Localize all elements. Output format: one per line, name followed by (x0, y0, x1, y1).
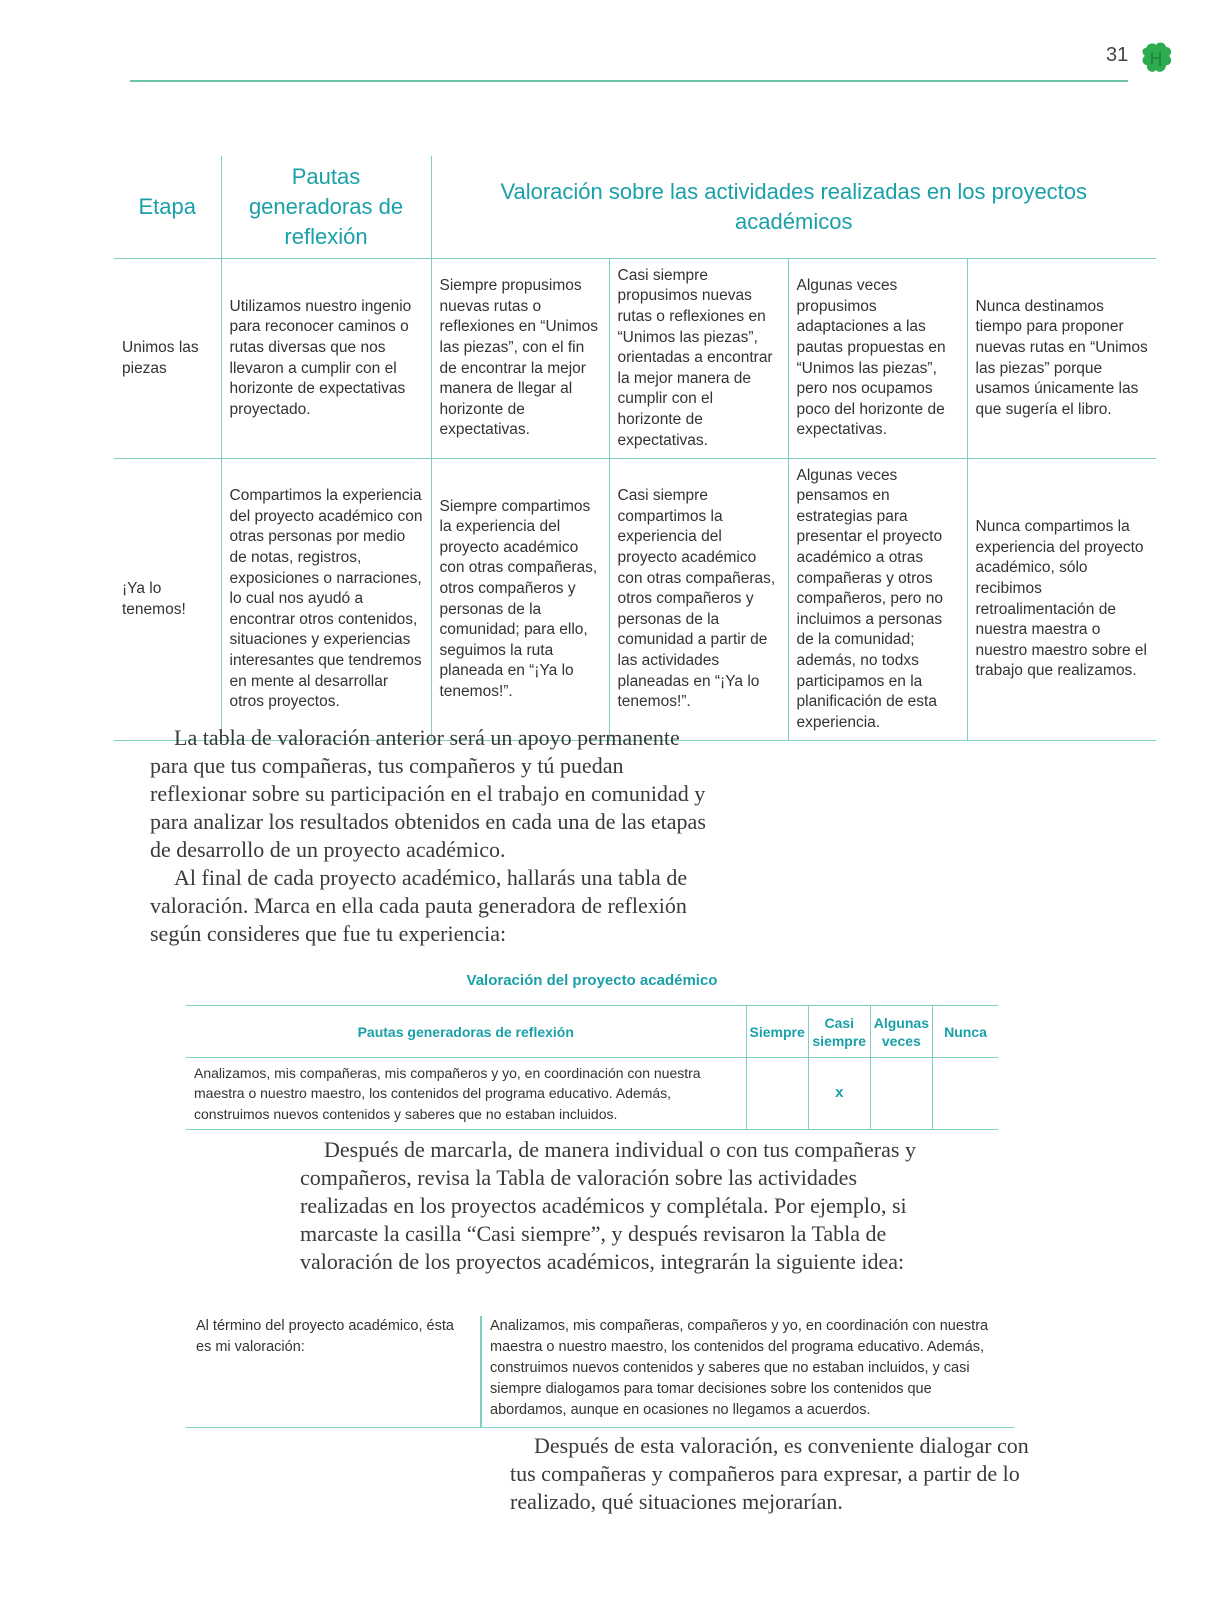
checkbox-nunca[interactable] (932, 1058, 998, 1130)
valoracion-proyecto-title: Valoración del proyecto académico (466, 972, 718, 989)
header-algunas-veces: Algunas veces (870, 1006, 932, 1058)
cell-siempre: Siempre propusimos nuevas rutas o reflexiones en “Unimos las piezas”, con el fin de encontrar la mejor manera de llegar al horizonte de expectativas. (431, 259, 609, 459)
checkbox-algunas-veces[interactable] (870, 1058, 932, 1130)
cell-algunas-veces: Algunas veces pensamos en estrategias para presentar el proyecto académico a otras compañeras y otros compañeros, pero no incluimos a personas de la comunidad; además, no todxs participamos en la planificación de esta experiencia. (788, 459, 967, 741)
cell-pauta: Compartimos la experiencia del proyecto académico con otras personas por medio de notas, registros, exposiciones o narraciones, lo cual nos ayudó a encontrar otros contenidos, situaciones y experiencias interesantes que tendremos en mente al desarrollar otros proyectos. (221, 459, 431, 741)
cell-nunca: Nunca destinamos tiempo para proponer nuevas rutas en “Unimos las piezas” porque usamos únicamente las que sugería el libro. (967, 259, 1156, 459)
table-row (114, 259, 1156, 459)
closing-paragraph (510, 1432, 1058, 1516)
puzzle-leaf-icon (1140, 40, 1174, 76)
checkbox-casi-siempre[interactable]: x (808, 1058, 870, 1130)
example-label: Al término del proyecto académico, ésta es mi valoración: (196, 1318, 454, 1355)
cell-pauta: Analizamos, mis compañeras, mis compañeros y yo, en coordinación con nuestra maestra o nuestro maestro, los contenidos del programa educativo. Además, construimos nuevos contenidos y saberes que no estaban incluidos. (186, 1058, 746, 1130)
header-nunca: Nunca (932, 1006, 998, 1058)
cell-pauta: Utilizamos nuestro ingenio para reconocer caminos o rutas diversas que nos llevaron a cumplir con el horizonte de expectativas proyectado. (221, 259, 431, 459)
header-pautas: Pautas generadoras de reflexión (221, 156, 431, 259)
table-row (186, 1058, 998, 1130)
valoracion-proyecto-table (186, 1005, 998, 1130)
checkbox-siempre[interactable] (746, 1058, 808, 1130)
header-rule (130, 80, 1128, 82)
header-etapa: Etapa (114, 156, 221, 259)
example-divider (480, 1316, 482, 1428)
intro-paragraph (150, 724, 718, 948)
cell-etapa: ¡Ya lo tenemos! (114, 459, 221, 741)
page-number: 31 (1106, 44, 1129, 66)
paragraph-text: Después de esta valoración, es conveniente dialogar con tus compañeras y compañeros para expresar, a partir de lo realizado, qué situaciones mejorarían. (510, 1433, 1029, 1514)
cell-siempre: Siempre compartimos la experiencia del proyecto académico con otras compañeras, otros compañeros y personas de la comunidad; para ello, seguimos la ruta planeada en “¡Ya lo tenemos!”. (431, 459, 609, 741)
cell-algunas-veces: Algunas veces propusimos adaptaciones a las pautas propuestas en “Unimos las piezas”, pero nos ocupamos poco del horizonte de expectativas. (788, 259, 967, 459)
cell-casi-siempre: Casi siempre compartimos la experiencia del proyecto académico con otras compañeras, otros compañeros y personas de la comunidad a partir de las actividades planeadas en “¡Ya lo tenemos!”. (609, 459, 788, 741)
table-row (114, 459, 1156, 741)
paragraph-text: Al final de cada proyecto académico, hallarás una tabla de valoración. Marca en ella cada pauta generadora de reflexión según consideres que fue tu experiencia: (150, 865, 688, 946)
example-text: Analizamos, mis compañeras, compañeros y yo, en coordinación con nuestra maestra o nuestro maestro, los contenidos del programa educativo. Además, construimos nuevos contenidos y saberes que no estaban incluidos, y casi siempre dialogamos para tomar decisiones sobre los contenidos que abordamos, aunque en ocasiones no llegamos a acuerdos. (490, 1318, 989, 1418)
paragraph-text: La tabla de valoración anterior será un apoyo permanente para que tus compañeras, tus compañeros y tú puedan reflexionar sobre su participación en el trabajo en comunidad y para analizar los resultados obtenidos en cada una de las etapas de desarrollo de un proyecto académico. (150, 725, 706, 862)
header-pautas: Pautas generadoras de reflexión (186, 1006, 746, 1058)
instructions-paragraph (300, 1136, 940, 1276)
paragraph-text: Después de marcarla, de manera individual o con tus compañeras y compañeros, revisa la Tabla de valoración sobre las actividades realizadas en los proyectos académicos y complétala. Por ejemplo, si marcaste la casilla “Casi siempre”, y después revisaron la Tabla de valoración de los proyectos académicos, integrarán la siguiente idea: (300, 1137, 916, 1274)
header-casi-siempre: Casi siempre (808, 1006, 870, 1058)
header-siempre: Siempre (746, 1006, 808, 1058)
example-box (186, 1316, 1014, 1428)
cell-etapa: Unimos las piezas (114, 259, 221, 459)
header-valoracion: Valoración sobre las actividades realizadas en los proyectos académicos (431, 156, 1156, 259)
valoracion-actividades-table (114, 156, 1156, 741)
cell-nunca: Nunca compartimos la experiencia del proyecto académico, sólo recibimos retroalimentación de nuestra maestra o nuestro maestro sobre el trabajo que realizamos. (967, 459, 1156, 741)
cell-casi-siempre: Casi siempre propusimos nuevas rutas o reflexiones en “Unimos las piezas”, orientadas a encontrar la mejor manera de cumplir con el horizonte de expectativas. (609, 259, 788, 459)
